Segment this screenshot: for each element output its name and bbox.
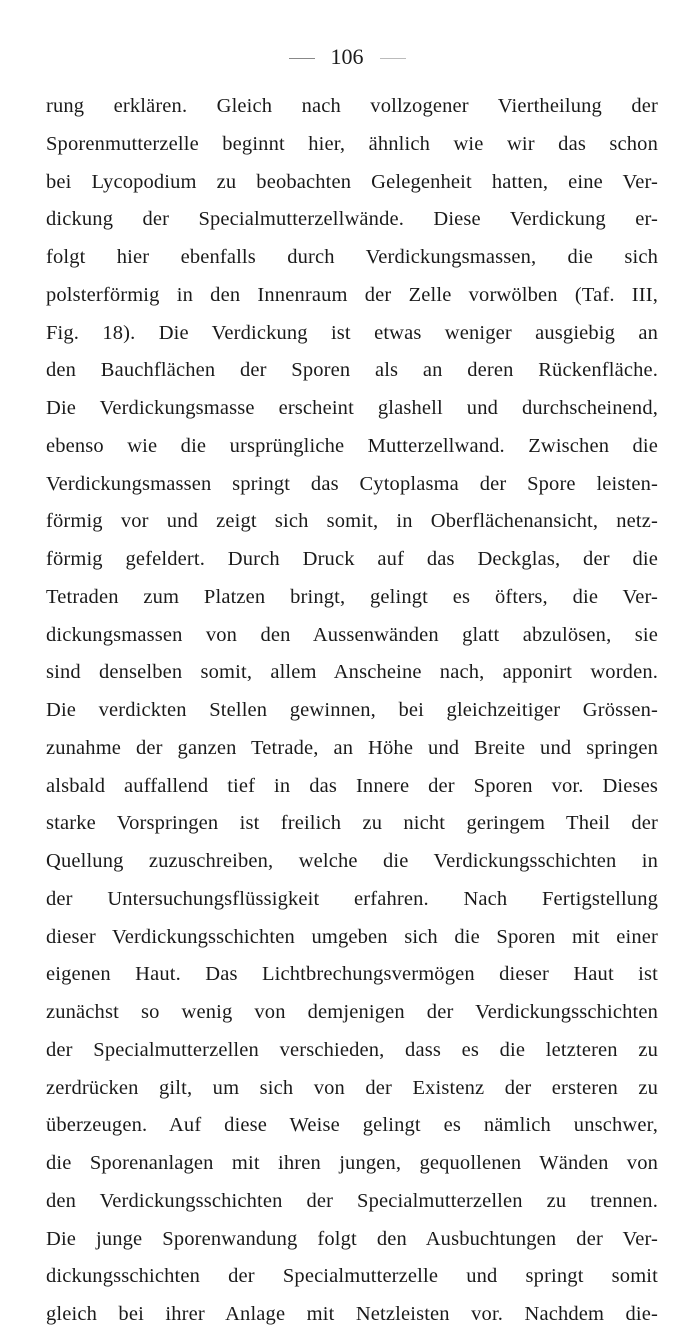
text-line: überzeugen. Auf diese Weise gelingt es nämlich unschwer, [46,1114,658,1137]
text-line: starke Vorspringen ist freilich zu nicht geringem Theil der [46,812,658,835]
text-line: Die junge Sporenwandung folgt den Ausbuchtungen der Ver- [46,1227,658,1250]
text-line: Die verdickten Stellen gewinnen, bei gleichzeitiger Grössen- [46,699,658,721]
text-line: Die Verdickungsmasse erscheint glashell und durchscheinend, [46,397,658,419]
text-line: dieser Verdickungsschichten umgeben sich die Sporen mit einer [46,925,658,948]
text-line: Sporenmutterzelle beginnt hier, ähnlich wie wir das schon [46,132,658,155]
text-line: polsterförmig in den Innenraum der Zelle vorwölben (Taf. III, [46,283,658,306]
text-line: bei Lycopodium zu beobachten Gelegenheit hatten, eine Ver- [46,170,658,193]
page-number: 106 [330,44,364,69]
text-line: der Untersuchungsflüssigkeit erfahren. Nach Fertigstellung [46,887,658,910]
text-line: ebenso wie die ursprüngliche Mutterzellwand. Zwischen die [46,434,658,457]
text-line: Quellung zuzuschreiben, welche die Verdickungsschichten in [46,850,658,872]
page-header [0,42,694,72]
text-line: den Bauchflächen der Sporen als an deren Rückenfläche. [46,359,658,382]
body-text [46,88,658,1334]
text-line: folgt hier ebenfalls durch Verdickungsmassen, die sich [46,246,658,268]
text-line: Fig. 18). Die Verdickung ist etwas weniger ausgiebig an [46,321,658,344]
text-line: förmig vor und zeigt sich somit, in Oberflächenansicht, netz- [46,510,658,533]
text-line: eigenen Haut. Das Lichtbrechungsvermögen dieser Haut ist [46,963,658,986]
text-line: zunächst so wenig von demjenigen der Verdickungsschichten [46,1001,658,1023]
text-line: den Verdickungsschichten der Specialmutterzellen zu trennen. [46,1189,658,1212]
text-line: dickungsschichten der Specialmutterzelle und springt somit [46,1265,658,1288]
text-line: zunahme der ganzen Tetrade, an Höhe und Breite und springen [46,736,658,759]
text-line: die Sporenanlagen mit ihren jungen, gequollenen Wänden von [46,1152,658,1174]
text-line: Tetraden zum Platzen bringt, gelingt es öfters, die Ver- [46,585,658,608]
text-line: alsbald auffallend tief in das Innere der Sporen vor. Dieses [46,774,658,797]
text-line: dickung der Specialmutterzellwände. Diese Verdickung er- [46,208,658,231]
header-rule-right [380,58,406,59]
text-line: förmig gefeldert. Durch Druck auf das Deckglas, der die [46,548,658,570]
text-line: sind denselben somit, allem Anscheine nach, apponirt worden. [46,661,658,684]
text-line: rung erklären. Gleich nach vollzogener Viertheilung der [46,95,658,117]
text-line: gleich bei ihrer Anlage mit Netzleisten vor. Nachdem die- [46,1303,658,1325]
text-line: Verdickungsmassen springt das Cytoplasma der Spore leisten- [46,472,658,495]
header-rule-left [289,58,315,59]
text-line: der Specialmutterzellen verschieden, dass es die letzteren zu [46,1038,658,1061]
text-line: dickungsmassen von den Aussenwänden glatt abzulösen, sie [46,623,658,646]
text-line: zerdrücken gilt, um sich von der Existenz der ersteren zu [46,1076,658,1099]
